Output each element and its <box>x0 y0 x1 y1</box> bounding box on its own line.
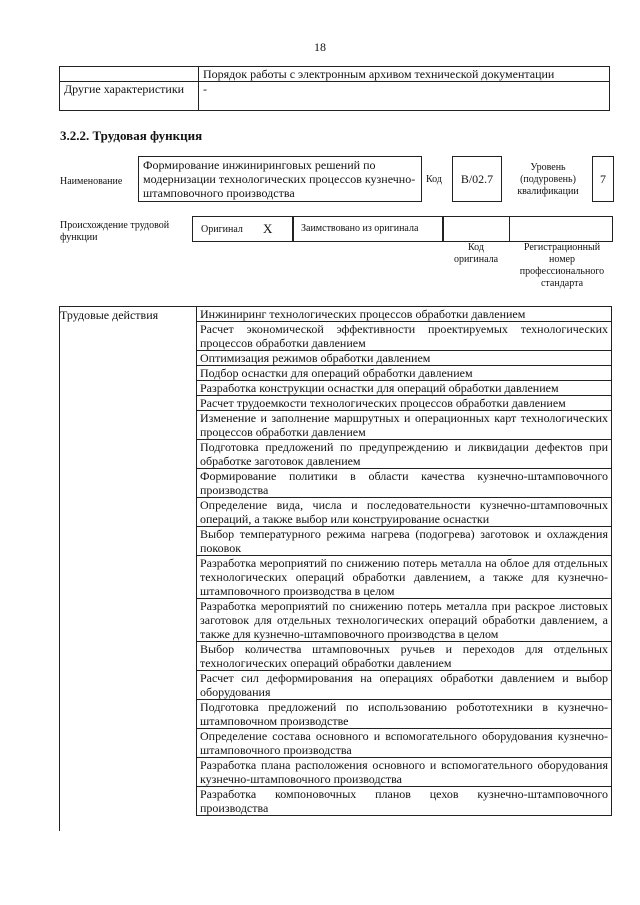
labor-action-item: Разработка конструкции оснастки для операций обработки давлением <box>196 381 612 396</box>
labor-action-item: Расчет сил деформирования на операциях обработки давлением и выбор оборудования <box>196 671 612 700</box>
origin-label: Происхождение трудовой функции <box>60 220 170 243</box>
labor-action-item: Изменение и заполнение маршрутных и операционных карт технологических процессов обработки давлением <box>196 411 612 440</box>
original-label: Оригинал <box>201 224 243 235</box>
page-number: 18 <box>314 40 326 54</box>
original-mark: X <box>263 221 273 236</box>
original-box <box>192 216 294 242</box>
borrowed-box <box>292 216 444 242</box>
reg-number-box <box>508 216 613 242</box>
code-box <box>452 156 502 202</box>
labor-action-item: Выбор количества штамповочных ручьев и переходов для отдельных технологических операций обработки давлением <box>196 642 612 671</box>
labor-action-item: Подготовка предложений по предупреждению и ликвидации дефектов при обработке заготовок давлением <box>196 440 612 469</box>
labor-action-item: Определение состава основного и вспомогательного оборудования кузнечно-штамповочного производства <box>196 729 612 758</box>
labor-action-item: Разработка мероприятий по снижению потерь металла на облое для отдельных технологических операций обработки давлением, а также для кузнечно-штамповочного производства в целом <box>196 556 612 599</box>
labor-action-item: Оптимизация режимов обработки давлением <box>196 351 612 366</box>
labor-action-item: Определение вида, числа и последовательности кузнечно-штамповочных операций, а также выбор или конструирование оснастки <box>196 498 612 527</box>
labor-actions-list <box>196 306 612 816</box>
code-label: Код <box>426 174 442 185</box>
reg-number-caption: Регистрационный номер профессионального стандарта <box>519 242 605 289</box>
other-characteristics-value: - <box>199 82 610 111</box>
origin-code-caption: Код оригинала <box>453 242 499 265</box>
level-value: 7 <box>600 172 606 186</box>
labor-action-item: Формирование политики в области качества кузнечно-штамповочного производства <box>196 469 612 498</box>
level-label: Уровень (подуровень) квалификации <box>517 162 579 197</box>
labor-action-item: Расчет экономической эффективности проектируемых технологических процессов обработки давлением <box>196 322 612 351</box>
archive-procedure-cell: Порядок работы с электронным архивом технической документации <box>199 67 610 82</box>
labor-action-item: Расчет трудоемкости технологических процессов обработки давлением <box>196 396 612 411</box>
labor-action-item: Инжиниринг технологических процессов обработки давлением <box>196 306 612 322</box>
level-box <box>592 156 614 202</box>
characteristics-table <box>59 66 610 111</box>
labor-action-item: Выбор температурного режима нагрева (подогрева) заготовок и охлаждения поковок <box>196 527 612 556</box>
name-label: Наименование <box>60 176 123 187</box>
actions-label-cell <box>59 306 197 831</box>
labor-action-item: Разработка мероприятий по снижению потерь металла при раскрое листовых заготовок для отдельных технологических операций обработки давлением, а также для кузнечно-штамповочного производства в целом <box>196 599 612 642</box>
labor-action-item: Разработка плана расположения основного и вспомогательного оборудования кузнечно-штамповочного производства <box>196 758 612 787</box>
labor-action-item: Разработка компоновочных планов цехов кузнечно-штамповочного производства <box>196 787 612 816</box>
other-characteristics-label: Другие характеристики <box>60 82 199 111</box>
labor-action-item: Подбор оснастки для операций обработки давлением <box>196 366 612 381</box>
empty-cell <box>60 67 199 82</box>
code-value: B/02.7 <box>460 172 494 186</box>
name-box <box>138 156 422 202</box>
origin-code-box <box>442 216 510 242</box>
borrowed-label: Заимствовано из оригинала <box>301 223 419 234</box>
labor-action-item: Подготовка предложений по использованию робототехники в кузнечно-штамповочном производстве <box>196 700 612 729</box>
labor-actions-label: Трудовые действия <box>60 308 159 322</box>
function-name: Формирование инжиниринговых решений по модернизации технологических процессов кузнечно-штамповочного производства <box>143 158 416 200</box>
section-title: 3.2.2. Трудовая функция <box>60 128 203 143</box>
